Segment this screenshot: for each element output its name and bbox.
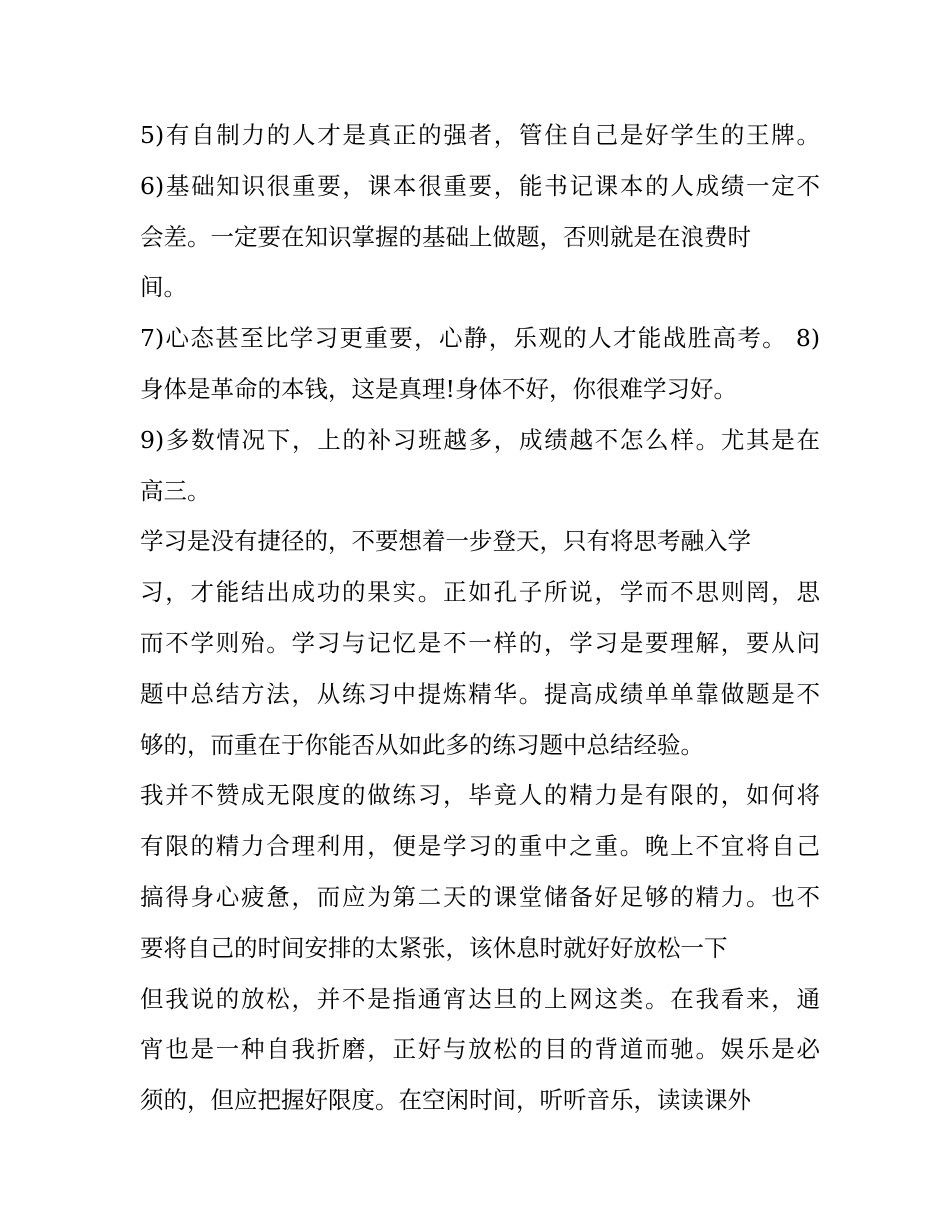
text-line: 要将自己的时间安排的太紧张，该休息时就好好放松一下 (140, 933, 728, 962)
text-line: 9)多数情况下，上的补习班越多，成绩越不怎么样。尤其是在 (140, 425, 820, 454)
text-line: 我并不赞成无限度的做练习，毕竟人的精力是有限的，如何将 (140, 781, 820, 810)
text-line: 宵也是一种自我折磨，正好与放松的目的背道而驰。娱乐是必 (140, 1035, 820, 1064)
text-line: 会差。一定要在知识掌握的基础上做题，否则就是在浪费时 (140, 222, 751, 251)
text-line: 题中总结方法，从练习中提炼精华。提高成绩单单靠做题是不 (140, 679, 820, 708)
text-line: 学习是没有捷径的，不要想着一步登天，只有将思考融入学 (140, 527, 751, 556)
text-line: 但我说的放松，并不是指通宵达旦的上网这类。在我看来，通 (140, 984, 820, 1013)
body-text (140, 110, 820, 1126)
text-line: 7)心态甚至比学习更重要，心静，乐观的人才能战胜高考。 8) (140, 324, 820, 353)
text-line: 5)有自制力的人才是真正的强者，管住自己是好学生的王牌。 (140, 121, 820, 149)
text-line: 够的，而重在于你能否从如此多的练习题中总结经验。 (140, 730, 704, 759)
text-line: 高三。 (140, 476, 211, 505)
text-line: 身体是革命的本钱，这是真理!身体不好，你很难学习好。 (140, 374, 737, 403)
text-line: 6)基础知识很重要，课本很重要，能书记课本的人成绩一定不 (140, 171, 820, 200)
text-line: 须的，但应把握好限度。在空闲时间，听听音乐，读读课外 (140, 1086, 751, 1115)
text-line: 有限的精力合理利用，便是学习的重中之重。晚上不宜将自己 (140, 832, 820, 861)
text-line: 习，才能结出成功的果实。正如孔子所说，学而不思则罔，思 (140, 578, 820, 607)
text-line: 搞得身心疲惫，而应为第二天的课堂储备好足够的精力。也不 (140, 882, 820, 911)
text-line: 而不学则殆。学习与记忆是不一样的，学习是要理解，要从问 (140, 628, 820, 657)
text-line: 间。 (140, 273, 187, 302)
